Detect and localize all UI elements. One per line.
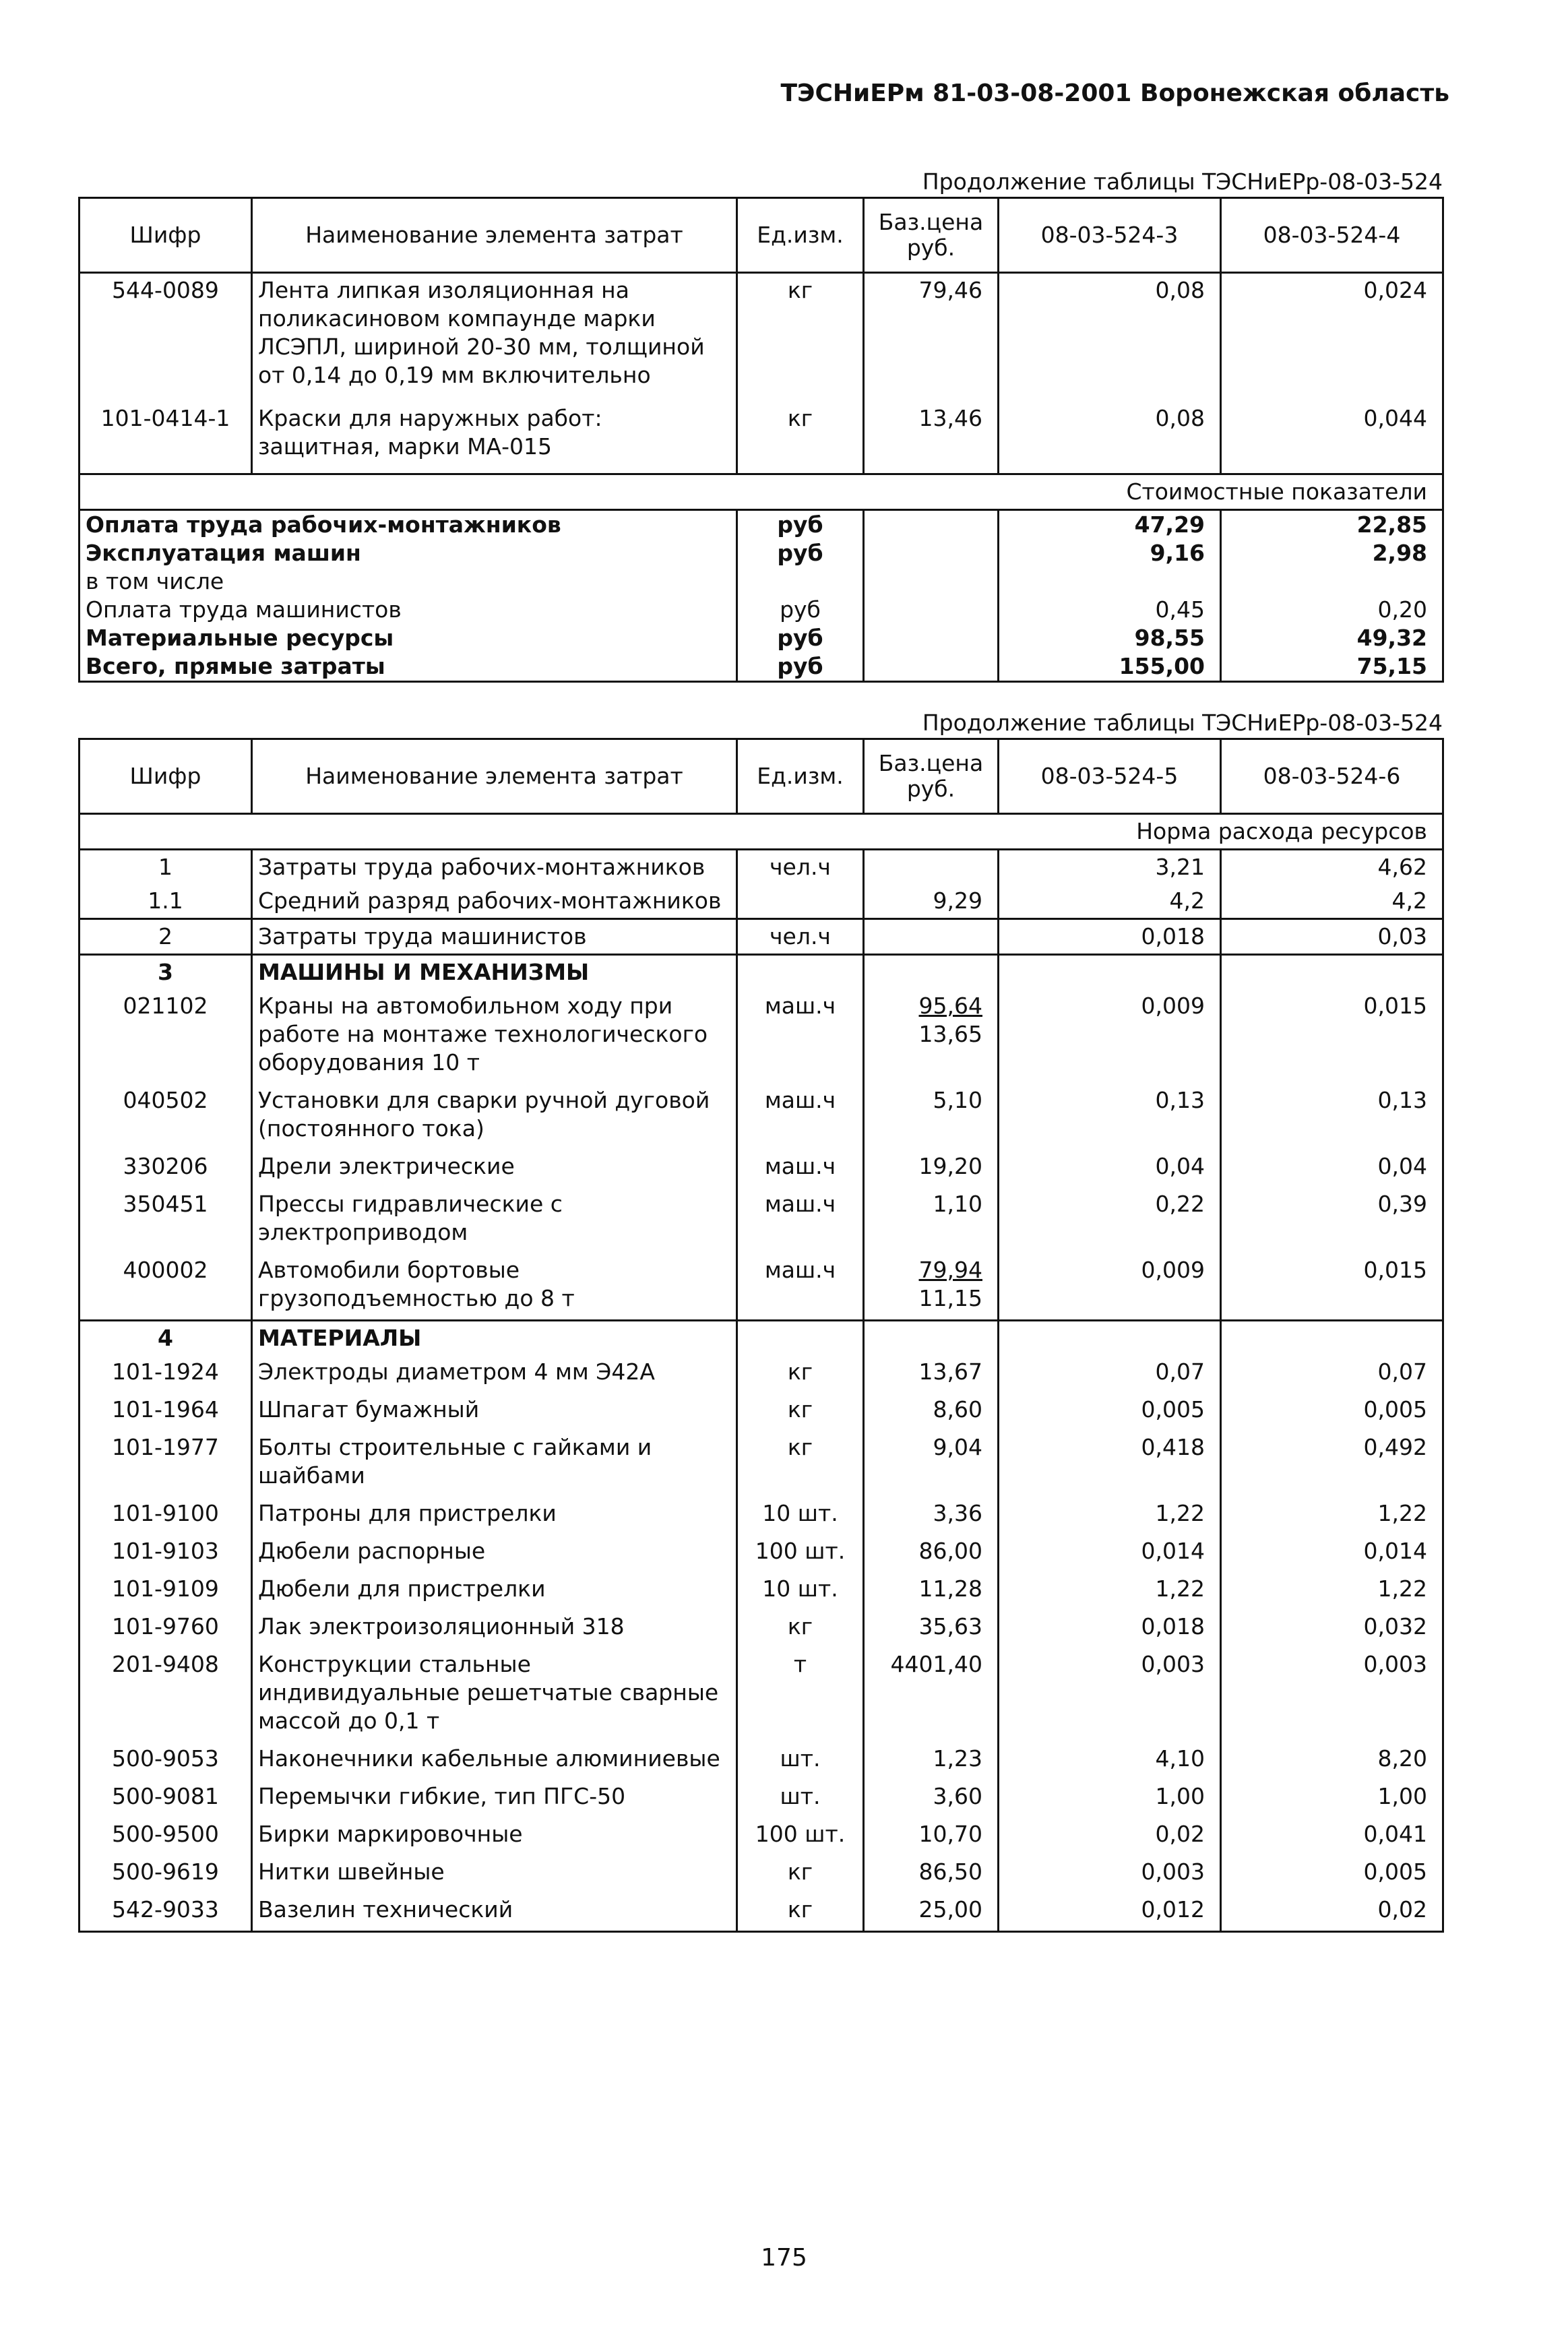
row-price-value: 1,10	[933, 1191, 982, 1217]
row-price-secondary: 13,65	[918, 1021, 982, 1047]
row-value-a: 0,22	[999, 1187, 1221, 1253]
row-price	[864, 1187, 999, 1253]
row-value-b: 0,005	[1221, 1855, 1443, 1893]
table2-subheader-label: Норма расхода ресурсов	[80, 814, 1443, 850]
row-price: 11,28	[864, 1572, 999, 1610]
row-unit: т	[737, 1648, 864, 1742]
cost-value-b: 75,15	[1221, 652, 1443, 682]
section-title-row	[80, 1321, 1443, 1356]
row-value-a: 0,418	[999, 1431, 1221, 1497]
row-price-value: 5,10	[933, 1087, 982, 1113]
row-value-a: 4,10	[999, 1742, 1221, 1780]
row-price: 8,60	[864, 1393, 999, 1431]
cost-price	[864, 539, 999, 567]
row-name: Наконечники кабельные алюминиевые	[252, 1742, 737, 1780]
row-price: 4401,40	[864, 1648, 999, 1742]
table2-body	[80, 739, 1443, 1932]
row-value-b: 1,00	[1221, 1780, 1443, 1817]
row-code: 101-9109	[80, 1572, 252, 1610]
row-price: 1,23	[864, 1742, 999, 1780]
col-b-header: 08-03-524-4	[1221, 198, 1443, 273]
row-price: 13,46	[864, 402, 999, 474]
row-price: 86,50	[864, 1855, 999, 1893]
row-value-b: 0,015	[1221, 989, 1443, 1084]
table-row	[80, 1497, 1443, 1534]
col-b-header: 08-03-524-6	[1221, 739, 1443, 814]
cost-name: в том числе	[80, 567, 737, 596]
row-price	[864, 1150, 999, 1187]
table1-caption: Продолжение таблицы ТЭСНиЕРр-08-03-524	[922, 168, 1443, 195]
row-code: 400002	[80, 1253, 252, 1321]
row-code: 330206	[80, 1150, 252, 1187]
empty-cell	[1221, 1321, 1443, 1356]
table-row	[80, 884, 1443, 919]
row-code: 500-9619	[80, 1855, 252, 1893]
row-unit: кг	[737, 273, 864, 402]
table-row	[80, 1893, 1443, 1932]
col-a-header: 08-03-524-3	[999, 198, 1221, 273]
row-value-b: 0,003	[1221, 1648, 1443, 1742]
row-name: Автомобили бортовые грузоподъемностью до 8 т	[252, 1253, 737, 1321]
row-value-b: 8,20	[1221, 1742, 1443, 1780]
row-unit: маш.ч	[737, 1150, 864, 1187]
table-row	[80, 850, 1443, 885]
section-name: МАТЕРИАЛЫ	[252, 1321, 737, 1356]
table2-caption: Продолжение таблицы ТЭСНиЕРр-08-03-524	[922, 710, 1443, 736]
cost-name: Эксплуатация машин	[80, 539, 737, 567]
cost-unit: руб	[737, 510, 864, 540]
row-name: Бирки маркировочные	[252, 1817, 737, 1855]
row-price: 86,00	[864, 1534, 999, 1572]
row-value-a: 0,08	[999, 273, 1221, 402]
row-value-b: 0,04	[1221, 1150, 1443, 1187]
row-code: 101-9100	[80, 1497, 252, 1534]
row-value-b: 0,044	[1221, 402, 1443, 474]
cost-value-b: 22,85	[1221, 510, 1443, 540]
cost-name: Всего, прямые затраты	[80, 652, 737, 682]
row-code: 1.1	[80, 884, 252, 919]
empty-cell	[864, 1321, 999, 1356]
cost-unit: руб	[737, 596, 864, 624]
row-unit: маш.ч	[737, 1253, 864, 1321]
row-unit: кг	[737, 1855, 864, 1893]
row-unit: 100 шт.	[737, 1534, 864, 1572]
cost-price	[864, 624, 999, 652]
cost-name: Материальные ресурсы	[80, 624, 737, 652]
row-name: Болты строительные с гайками и шайбами	[252, 1431, 737, 1497]
row-price-value: 19,20	[918, 1153, 982, 1179]
table1-subheader-label: Стоимостные показатели	[80, 474, 1443, 510]
row-name: Лента липкая изоляционная на поликасиновом компаунде марки ЛСЭПЛ, шириной 20-30 мм, толщиной от 0,14 до 0,19 мм включительно	[252, 273, 737, 402]
row-unit: маш.ч	[737, 1187, 864, 1253]
row-unit: кг	[737, 1355, 864, 1393]
empty-cell	[737, 955, 864, 990]
row-value-a: 0,08	[999, 402, 1221, 474]
cost-price	[864, 652, 999, 682]
table-row	[80, 1572, 1443, 1610]
row-code: 500-9500	[80, 1817, 252, 1855]
document-header: ТЭСНиЕРм 81-03-08-2001 Воронежская область	[780, 80, 1449, 107]
cost-row	[80, 652, 1443, 682]
table-row	[80, 273, 1443, 402]
row-value-b: 0,024	[1221, 273, 1443, 402]
row-name: Установки для сварки ручной дуговой (постоянного тока)	[252, 1084, 737, 1150]
row-value-a: 1,00	[999, 1780, 1221, 1817]
row-unit: кг	[737, 402, 864, 474]
row-code: 350451	[80, 1187, 252, 1253]
row-unit: шт.	[737, 1742, 864, 1780]
cost-row	[80, 624, 1443, 652]
cost-unit: руб	[737, 624, 864, 652]
row-value-a: 4,2	[999, 884, 1221, 919]
empty-cell	[999, 1321, 1221, 1356]
row-price: 3,60	[864, 1780, 999, 1817]
row-value-b: 0,492	[1221, 1431, 1443, 1497]
row-unit: 10 шт.	[737, 1497, 864, 1534]
col-unit-header: Ед.изм.	[737, 198, 864, 273]
row-code: 040502	[80, 1084, 252, 1150]
cost-row	[80, 510, 1443, 540]
row-name: Перемычки гибкие, тип ПГС-50	[252, 1780, 737, 1817]
row-name: Лак электроизоляционный 318	[252, 1610, 737, 1648]
row-name: Нитки швейные	[252, 1855, 737, 1893]
row-price-value: 95,64	[918, 993, 982, 1019]
row-value-a: 0,07	[999, 1355, 1221, 1393]
row-price: 9,29	[864, 884, 999, 919]
table-row	[80, 1610, 1443, 1648]
row-value-b: 0,07	[1221, 1355, 1443, 1393]
row-name: Краски для наружных работ: защитная, марки МА-015	[252, 402, 737, 474]
row-unit: маш.ч	[737, 989, 864, 1084]
cost-value-b: 0,20	[1221, 596, 1443, 624]
row-value-a: 0,003	[999, 1855, 1221, 1893]
row-code: 021102	[80, 989, 252, 1084]
row-unit: 100 шт.	[737, 1817, 864, 1855]
row-value-b: 1,22	[1221, 1572, 1443, 1610]
table2-subheader	[80, 814, 1443, 850]
section-name: МАШИНЫ И МЕХАНИЗМЫ	[252, 955, 737, 990]
col-name-header: Наименование элемента затрат	[252, 198, 737, 273]
row-name: Патроны для пристрелки	[252, 1497, 737, 1534]
table-row	[80, 1393, 1443, 1431]
row-value-a: 0,009	[999, 989, 1221, 1084]
table-row	[80, 402, 1443, 474]
row-value-a: 0,014	[999, 1534, 1221, 1572]
row-value-a: 3,21	[999, 850, 1221, 885]
cost-row	[80, 596, 1443, 624]
table-row	[80, 1780, 1443, 1817]
row-code: 542-9033	[80, 1893, 252, 1932]
row-price-value: 79,94	[918, 1257, 982, 1283]
row-value-b: 0,015	[1221, 1253, 1443, 1321]
row-name: Конструкции стальные индивидуальные решетчатые сварные массой до 0,1 т	[252, 1648, 737, 1742]
row-value-a: 0,02	[999, 1817, 1221, 1855]
row-value-a: 0,009	[999, 1253, 1221, 1321]
row-name: Вазелин технический	[252, 1893, 737, 1932]
row-price: 35,63	[864, 1610, 999, 1648]
row-price-secondary: 11,15	[918, 1285, 982, 1311]
table2	[78, 738, 1444, 1933]
cost-value-a: 0,45	[999, 596, 1221, 624]
table-row	[80, 919, 1443, 955]
row-unit: чел.ч	[737, 850, 864, 885]
cost-unit: руб	[737, 652, 864, 682]
table1-header-row	[80, 198, 1443, 273]
row-value-b: 0,02	[1221, 1893, 1443, 1932]
row-value-a: 0,13	[999, 1084, 1221, 1150]
cost-value-a: 98,55	[999, 624, 1221, 652]
cost-value-b	[1221, 567, 1443, 596]
table-row	[80, 1253, 1443, 1321]
cost-price	[864, 596, 999, 624]
row-value-a: 0,018	[999, 919, 1221, 955]
row-price: 9,04	[864, 1431, 999, 1497]
table-row	[80, 1431, 1443, 1497]
empty-cell	[737, 1321, 864, 1356]
table2-header-row	[80, 739, 1443, 814]
row-code: 101-1964	[80, 1393, 252, 1431]
row-unit: кг	[737, 1431, 864, 1497]
row-name: Дюбели распорные	[252, 1534, 737, 1572]
row-value-b: 4,62	[1221, 850, 1443, 885]
row-name: Прессы гидравлические с электроприводом	[252, 1187, 737, 1253]
section-code: 4	[80, 1321, 252, 1356]
cost-unit: руб	[737, 539, 864, 567]
cost-name: Оплата труда рабочих-монтажников	[80, 510, 737, 540]
table-row	[80, 1742, 1443, 1780]
section-title-row	[80, 955, 1443, 990]
row-code: 101-0414-1	[80, 402, 252, 474]
table1	[78, 197, 1444, 683]
row-code: 101-1977	[80, 1431, 252, 1497]
cost-value-b: 49,32	[1221, 624, 1443, 652]
cost-unit	[737, 567, 864, 596]
col-price-header: Баз.цена руб.	[864, 198, 999, 273]
row-code: 101-9103	[80, 1534, 252, 1572]
row-price: 79,46	[864, 273, 999, 402]
row-price: 13,67	[864, 1355, 999, 1393]
table-row	[80, 1187, 1443, 1253]
cost-value-a: 155,00	[999, 652, 1221, 682]
row-unit: маш.ч	[737, 1084, 864, 1150]
row-price: 25,00	[864, 1893, 999, 1932]
cost-row	[80, 567, 1443, 596]
row-name: Средний разряд рабочих-монтажников	[252, 884, 737, 919]
row-value-b: 0,041	[1221, 1817, 1443, 1855]
row-name: Затраты труда машинистов	[252, 919, 737, 955]
empty-cell	[999, 955, 1221, 990]
row-code: 2	[80, 919, 252, 955]
col-code-header: Шифр	[80, 198, 252, 273]
table-row	[80, 1355, 1443, 1393]
row-value-b: 0,39	[1221, 1187, 1443, 1253]
cost-value-a: 9,16	[999, 539, 1221, 567]
table-row	[80, 1084, 1443, 1150]
row-value-a: 0,003	[999, 1648, 1221, 1742]
row-code: 1	[80, 850, 252, 885]
table-row	[80, 989, 1443, 1084]
table-row	[80, 1648, 1443, 1742]
col-unit-header: Ед.изм.	[737, 739, 864, 814]
table1-body	[80, 198, 1443, 682]
row-code: 201-9408	[80, 1648, 252, 1742]
row-value-a: 0,018	[999, 1610, 1221, 1648]
row-value-b: 0,032	[1221, 1610, 1443, 1648]
row-code: 500-9053	[80, 1742, 252, 1780]
table-row	[80, 1150, 1443, 1187]
row-price	[864, 989, 999, 1084]
cost-value-a	[999, 567, 1221, 596]
row-code: 101-1924	[80, 1355, 252, 1393]
row-name: Электроды диаметром 4 мм Э42А	[252, 1355, 737, 1393]
table-row	[80, 1534, 1443, 1572]
table1-subheader	[80, 474, 1443, 510]
row-value-a: 0,012	[999, 1893, 1221, 1932]
row-unit: чел.ч	[737, 919, 864, 955]
row-name: Краны на автомобильном ходу при работе на монтаже технологического оборудования 10 т	[252, 989, 737, 1084]
table-row	[80, 1817, 1443, 1855]
col-a-header: 08-03-524-5	[999, 739, 1221, 814]
col-name-header: Наименование элемента затрат	[252, 739, 737, 814]
row-name: Дюбели для пристрелки	[252, 1572, 737, 1610]
row-value-a: 0,04	[999, 1150, 1221, 1187]
row-value-b: 4,2	[1221, 884, 1443, 919]
row-name: Дрели электрические	[252, 1150, 737, 1187]
row-unit: кг	[737, 1610, 864, 1648]
col-price-header: Баз.цена руб.	[864, 739, 999, 814]
row-name: Затраты труда рабочих-монтажников	[252, 850, 737, 885]
row-price	[864, 1084, 999, 1150]
row-price: 10,70	[864, 1817, 999, 1855]
row-price: 3,36	[864, 1497, 999, 1534]
row-code: 500-9081	[80, 1780, 252, 1817]
row-code: 101-9760	[80, 1610, 252, 1648]
table-row	[80, 1855, 1443, 1893]
section-code: 3	[80, 955, 252, 990]
row-price	[864, 850, 999, 885]
row-unit: кг	[737, 1393, 864, 1431]
row-code: 544-0089	[80, 273, 252, 402]
row-price	[864, 919, 999, 955]
cost-name: Оплата труда машинистов	[80, 596, 737, 624]
row-value-b: 1,22	[1221, 1497, 1443, 1534]
row-value-a: 1,22	[999, 1572, 1221, 1610]
page-number: 175	[761, 2244, 807, 2272]
row-value-a: 1,22	[999, 1497, 1221, 1534]
cost-row	[80, 539, 1443, 567]
row-price	[864, 1253, 999, 1321]
row-unit: шт.	[737, 1780, 864, 1817]
cost-value-a: 47,29	[999, 510, 1221, 540]
row-value-b: 0,03	[1221, 919, 1443, 955]
cost-value-b: 2,98	[1221, 539, 1443, 567]
cost-price	[864, 567, 999, 596]
row-unit: 10 шт.	[737, 1572, 864, 1610]
row-value-a: 0,005	[999, 1393, 1221, 1431]
row-unit	[737, 884, 864, 919]
row-value-b: 0,005	[1221, 1393, 1443, 1431]
empty-cell	[864, 955, 999, 990]
row-name: Шпагат бумажный	[252, 1393, 737, 1431]
col-code-header: Шифр	[80, 739, 252, 814]
row-value-b: 0,13	[1221, 1084, 1443, 1150]
row-value-b: 0,014	[1221, 1534, 1443, 1572]
row-unit: кг	[737, 1893, 864, 1932]
cost-price	[864, 510, 999, 540]
empty-cell	[1221, 955, 1443, 990]
